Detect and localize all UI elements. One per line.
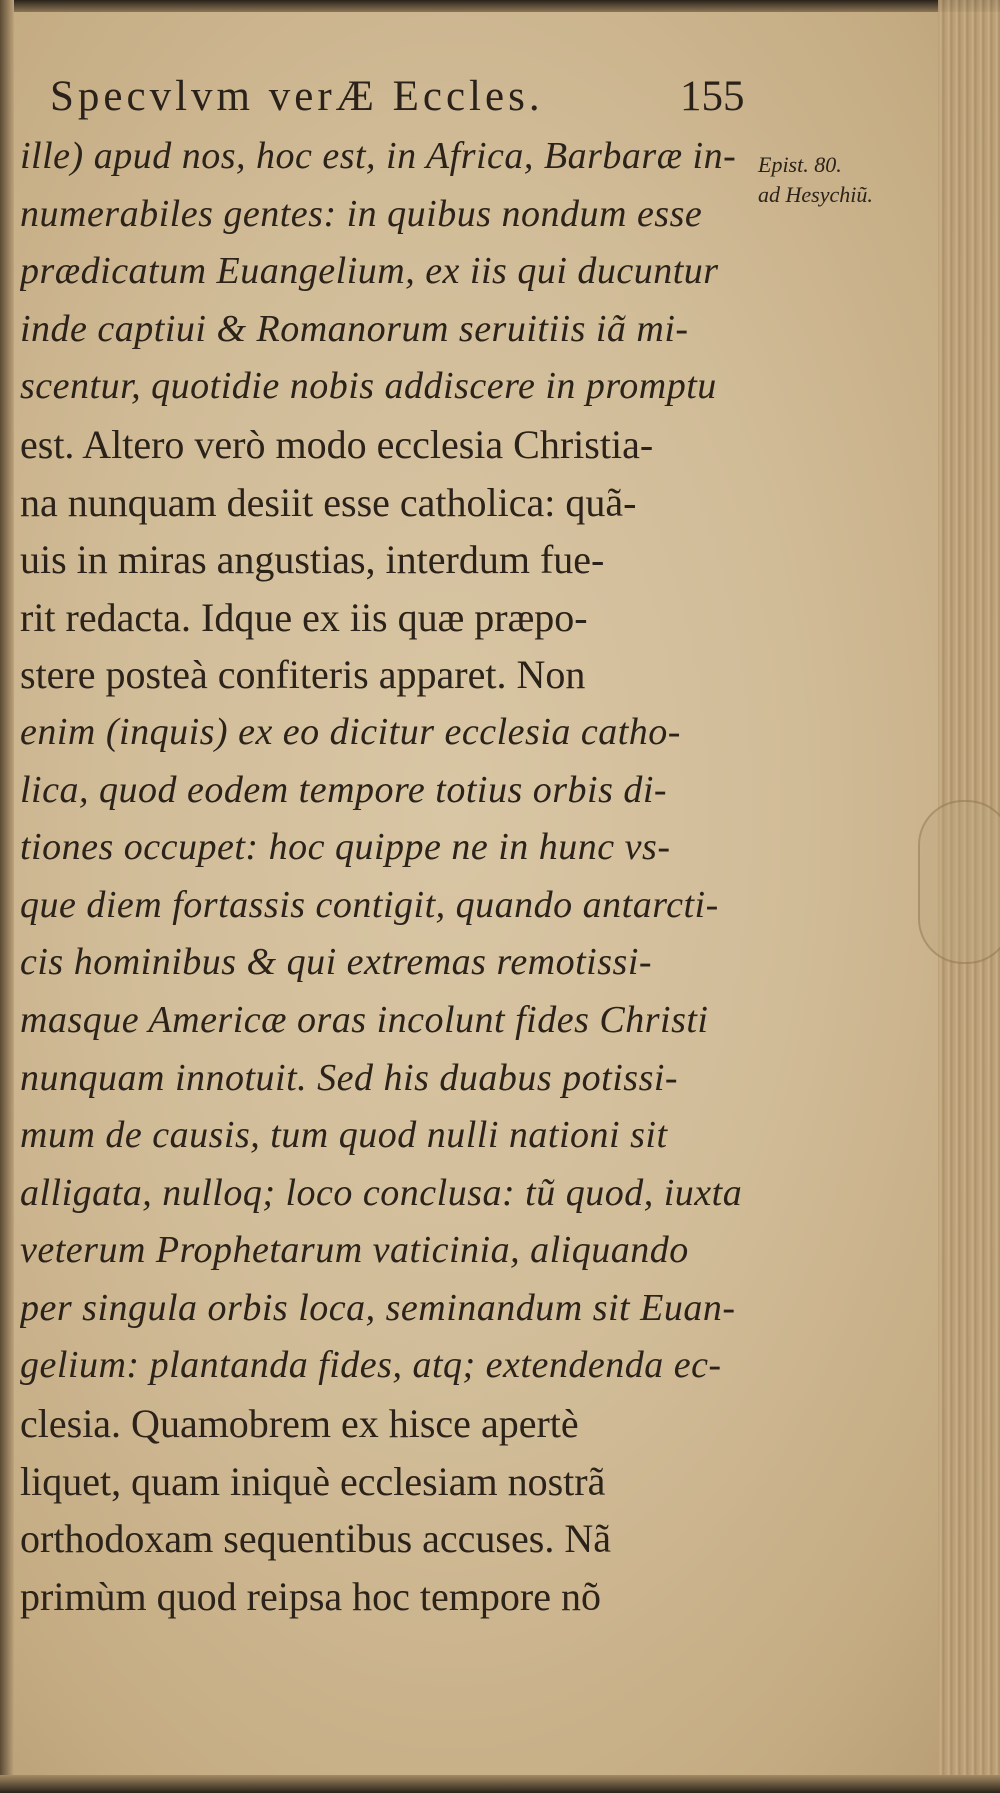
text-line: prædicatum Euangelium, ex iis qui ducuntur: [20, 250, 719, 293]
text-line: gelium: plantanda fides, atq; extendenda ec-: [20, 1344, 722, 1387]
text-line: scentur, quotidie nobis addiscere in promptu: [20, 365, 717, 408]
text-line: orthodoxam sequentibus accuses. Nã: [20, 1516, 611, 1562]
text-line: alligata, nulloq; loco conclusa: tũ quod, iuxta: [20, 1171, 743, 1214]
text-line: tiones occupet: hoc quippe ne in hunc vs-: [20, 826, 671, 869]
text-line: na nunquam desiit esse catholica: quã-: [20, 479, 637, 525]
marginal-note-line: ad Hesychiũ.: [758, 182, 873, 207]
text-line: clesia. Quamobrem ex hisce apertè: [20, 1401, 579, 1447]
page-gutter-edge: [0, 0, 14, 1793]
text-line: mum de causis, tum quod nulli nationi sit: [20, 1114, 668, 1157]
text-line: rit redacta. Idque ex iis quæ præpo-: [20, 594, 588, 640]
text-line: uis in miras angustias, interdum fue-: [20, 537, 605, 583]
text-line: veterum Prophetarum vaticinia, aliquando: [20, 1229, 689, 1272]
text-line: primùm quod reipsa hoc tempore nõ: [20, 1573, 601, 1619]
text-line: numerabiles gentes: in quibus nondum esse: [20, 192, 703, 235]
body-text: [20, 128, 760, 1625]
text-line: que diem fortassis contigit, quando antarcti-: [20, 883, 719, 926]
page-clip-mark: [918, 800, 1000, 964]
text-line: nunquam innotuit. Sed his duabus potissi-: [20, 1056, 679, 1099]
text-line: masque Americæ oras incolunt fides Christi: [20, 998, 709, 1041]
bottom-shadow: [0, 1775, 1000, 1793]
marginal-note-line: Epist. 80.: [758, 152, 842, 177]
top-shadow: [0, 0, 1000, 12]
text-line: est. Altero verò modo ecclesia Christia-: [20, 421, 654, 467]
text-line: stere posteà confiteris apparet. Non: [20, 652, 586, 698]
text-line: inde captiui & Romanorum seruitiis iã mi-: [20, 307, 689, 350]
text-line: lica, quod eodem tempore totius orbis di-: [20, 768, 668, 811]
marginal-note: [758, 150, 938, 210]
text-line: per singula orbis loca, seminandum sit Euan-: [20, 1286, 736, 1329]
text-line: cis hominibus & qui extremas remotissi-: [20, 941, 653, 984]
text-line: liquet, quam iniquè ecclesiam nostrã: [20, 1458, 606, 1504]
text-line: ille) apud nos, hoc est, in Africa, Barbaræ in-: [20, 135, 737, 177]
text-line: enim (inquis) ex eo dicitur ecclesia catho-: [20, 710, 681, 753]
running-head: Specvlvm verÆ Eccles.: [50, 73, 544, 120]
page-number: 155: [680, 73, 745, 120]
